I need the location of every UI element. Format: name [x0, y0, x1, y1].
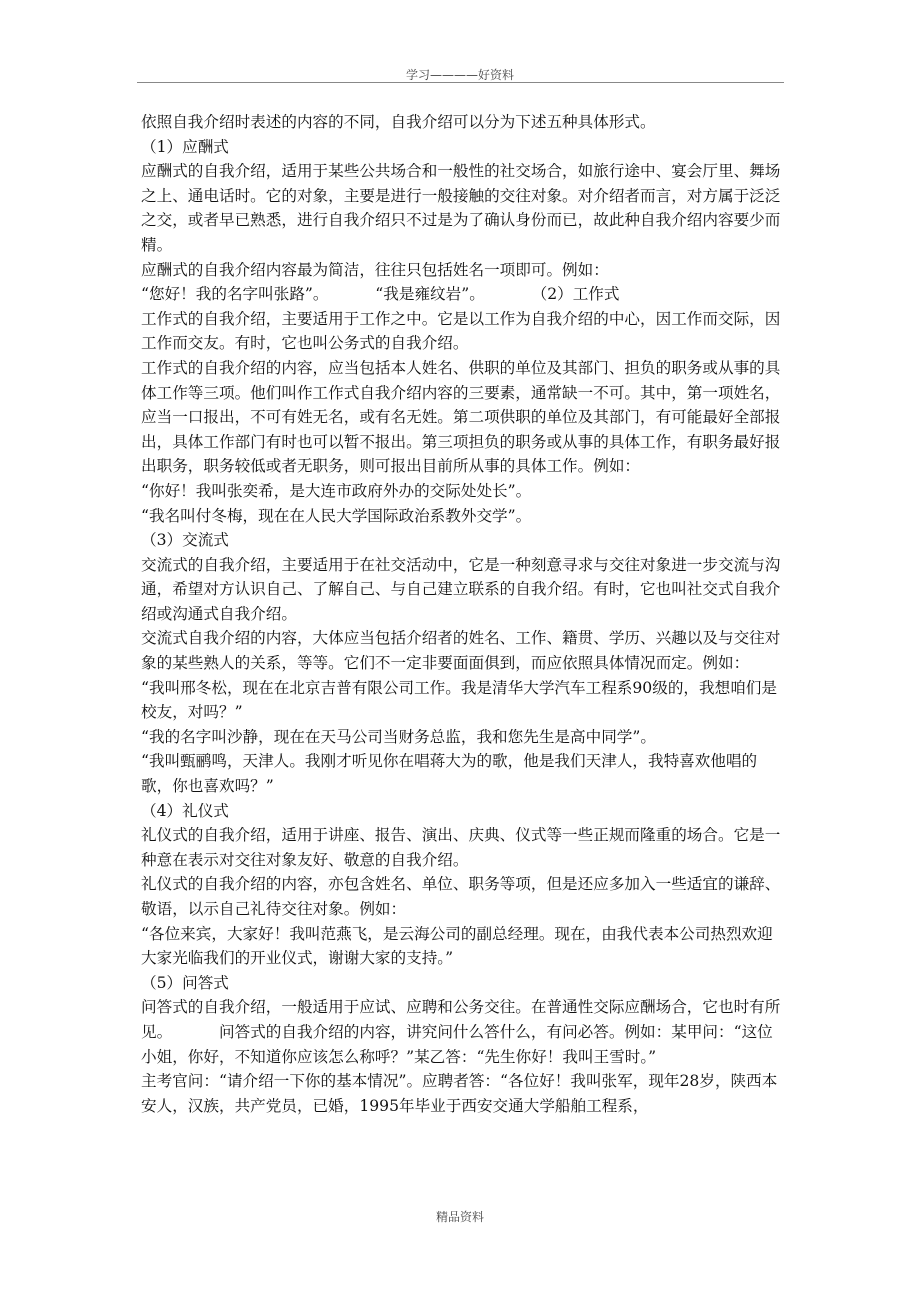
paragraph: 工作式的自我介绍的内容，应当包括本人姓名、供职的单位及其部门、担负的职务或从事的具体工作等三项。他们叫作工作式自我介绍内容的三要素，通常缺一不可。其中，第一项姓名，应当一口报出，不可有姓无名，或有名无姓。第二项供职的单位及其部门，有可能最好全部报出，具体工作部门有时也可以暂不报出。第三项担负的职务或从事的具体工作，有职务最好报出职务，职务较低或者无职务，则可报出目前所从事的具体工作。例如： [141, 358, 781, 476]
example-quote: “我的名字叫沙静，现在在天马公司当财务总监，我和您先生是高中同学”。 [141, 727, 656, 746]
example-line [141, 282, 781, 307]
example-quote: “您好！我的名字叫张路”。 [141, 285, 329, 304]
document-body [141, 110, 781, 1118]
paragraph: 交流式自我介绍的内容，大体应当包括介绍者的姓名、工作、籍贯、学历、兴趣以及与交往对象的某些熟人的关系，等等。它们不一定非要面面俱到，而应依照具体情况而定。例如： [141, 629, 781, 673]
paragraph: 礼仪式的自我介绍，适用于讲座、报告、演出、庆典、仪式等一些正规而隆重的场合。它是一种意在表示对交往对象友好、敬意的自我介绍。 [141, 826, 781, 869]
section-heading-4: （4）礼仪式 [141, 801, 229, 820]
example-quote: “各位来宾，大家好！我叫范燕飞，是云海公司的副总经理。现在，由我代表本公司热烈欢迎大家光临我们的开业仪式，谢谢大家的支持。” [141, 924, 773, 968]
intro-paragraph: 依照自我介绍时表述的内容的不同，自我介绍可以分为下述五种具体形式。 [141, 113, 656, 131]
page-header: 学习————好资料 [405, 68, 514, 82]
paragraph: 礼仪式的自我介绍的内容，亦包含姓名、单位、职务等项，但是还应多加入一些适宜的谦辞、敬语，以示自己礼待交往对象。例如： [141, 875, 781, 918]
section-heading-2: （2）工作式 [531, 285, 620, 304]
section-heading-3: （3）交流式 [141, 531, 229, 550]
section-heading-1: （1）应酬式 [141, 137, 229, 156]
paragraph: 工作式的自我介绍，主要适用于工作之中。它是以工作为自我介绍的中心，因工作而交际，因工作而交友。有时，它也叫公务式的自我介绍。 [141, 309, 781, 353]
paragraph [141, 995, 781, 1069]
paragraph-part: 问答式的自我介绍，一般适用于应试、应聘和公务交往。在普通性交际应酬场合，它也时有所见。 [141, 998, 781, 1041]
paragraph: 应酬式的自我介绍内容最为简洁，往往只包括姓名一项即可。例如： [141, 260, 609, 279]
paragraph: 交流式的自我介绍，主要适用于在社交活动中，它是一种刻意寻求与交往对象进一步交流与沟通，希望对方认识自己、了解自己、与自己建立联系的自我介绍。有时，它也叫社交式自我介绍或沟通式自我介绍。 [141, 555, 781, 623]
header-divider [137, 82, 784, 83]
example-quote: “我叫邢冬松，现在在北京吉普有限公司工作。我是清华大学汽车工程系90级的，我想咱们是校友，对吗？” [141, 678, 777, 722]
paragraph: 应酬式的自我介绍，适用于某些公共场合和一般性的社交场合，如旅行途中、宴会厅里、舞场之上、通电话时。它的对象，主要是进行一般接触的交往对象。对介绍者而言，对方属于泛泛之交，或者早已熟悉，进行自我介绍只不过是为了确认身份而已，故此种自我介绍内容要少而精。 [141, 162, 781, 254]
paragraph: 主考官问：“请介绍一下你的基本情况”。应聘者答：“各位好！我叫张军，现年28岁，陕西本安人，汉族，共产党员，已婚，1995年毕业于西安交通大学船舶工程系， [141, 1072, 778, 1115]
page-footer: 精品资料 [435, 1210, 484, 1224]
example-quote: “我叫甄鹂鸣，天津人。我刚才听见你在唱蒋大为的歌，他是我们天津人，我特喜欢他唱的歌，你也喜欢吗？” [141, 752, 758, 796]
example-quote: “你好！我叫张奕希，是大连市政府外办的交际处处长”。 [141, 481, 532, 500]
section-heading-5: （5）问答式 [141, 973, 229, 992]
example-quote: “我是雍纹岩”。 [375, 285, 485, 304]
paragraph-part: 问答式的自我介绍的内容，讲究问什么答什么，有问必答。例如：某甲问：“这位小姐，你好，不知道你应该怎么称呼？”某乙答：“先生你好！我叫王雪时。” [141, 1022, 773, 1066]
example-quote: “我名叫付冬梅，现在在人民大学国际政治系教外交学”。 [141, 506, 532, 525]
